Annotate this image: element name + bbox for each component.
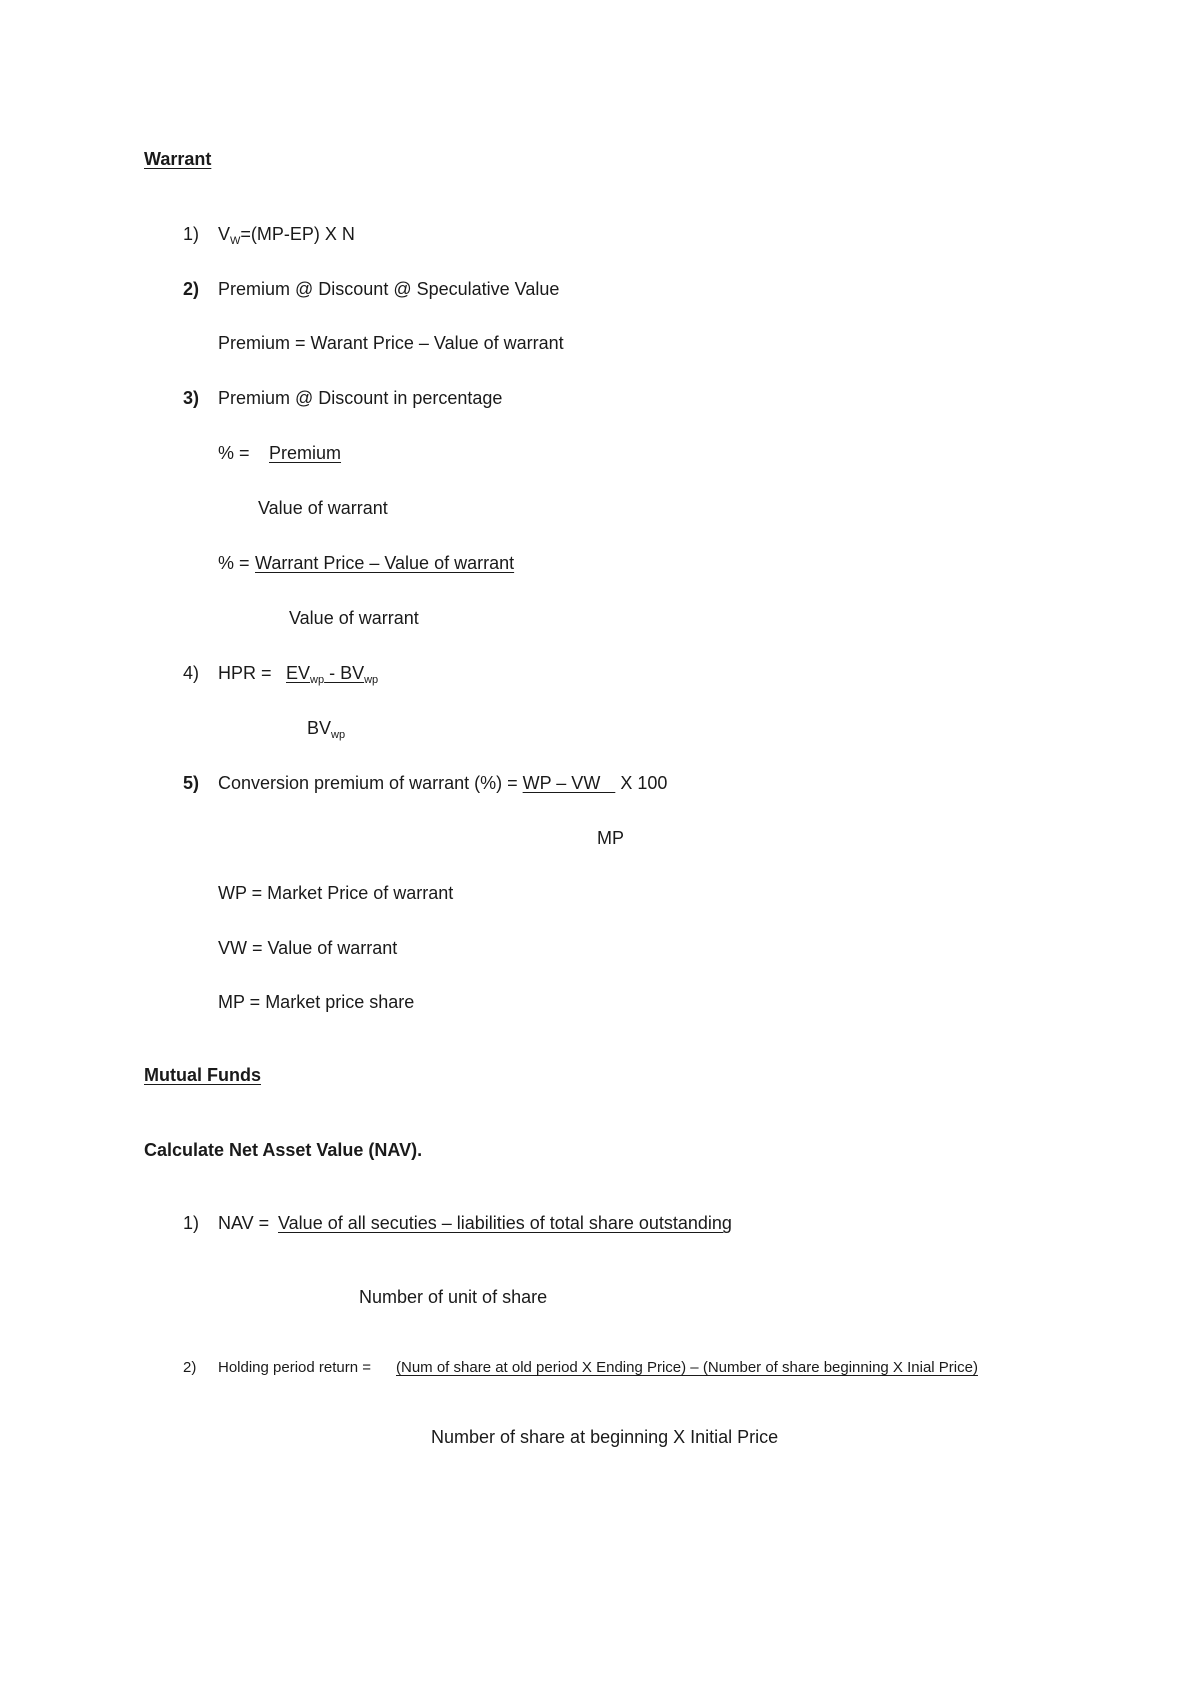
- nav-numerator: Value of all secuties – liabilities of total share outstanding: [278, 1213, 732, 1233]
- warrant-heading: Warrant: [144, 149, 212, 169]
- percentage-lhs: % =: [218, 553, 250, 573]
- mutual-funds-heading: Mutual Funds: [144, 1065, 261, 1085]
- premium-formula: Premium = Warant Price – Value of warrant: [218, 333, 564, 353]
- conversion-premium-denominator: MP: [597, 828, 624, 848]
- definition-wp: WP = Market Price of warrant: [218, 883, 454, 903]
- list-number: 5): [183, 773, 200, 793]
- percentage-lhs: % =: [218, 443, 250, 463]
- definition-mp: MP = Market price share: [218, 992, 415, 1012]
- definition-vw: VW = Value of warrant: [218, 938, 398, 958]
- percentage-numerator: Premium: [269, 443, 342, 463]
- nav-denominator: Number of unit of share: [359, 1287, 548, 1307]
- percentage-numerator: Warrant Price – Value of warrant: [255, 553, 515, 573]
- holding-period-denominator: Number of share at beginning X Initial Price: [431, 1427, 779, 1447]
- hpr-lhs: HPR =: [218, 663, 272, 683]
- list-number: 3): [183, 388, 200, 408]
- percentage-denominator: Value of warrant: [289, 608, 419, 628]
- list-number: 2): [183, 1359, 197, 1376]
- holding-period-lhs: Holding period return =: [218, 1359, 372, 1376]
- nav-subheading: Calculate Net Asset Value (NAV).: [144, 1140, 423, 1160]
- list-number: 1): [183, 1213, 200, 1233]
- hpr-numerator: $EV_{wp} - BV_{wp}$: [286, 663, 379, 686]
- hpr-denominator: $BV_{wp}$: [307, 718, 346, 741]
- conversion-premium-formula: Conversion premium of warrant (%) = WP – VW X 100: [218, 773, 668, 793]
- list-number: 4): [183, 663, 200, 683]
- percentage-denominator: Value of warrant: [258, 498, 388, 518]
- premium-percentage-heading: Premium @ Discount in percentage: [218, 388, 503, 408]
- nav-lhs: NAV =: [218, 1213, 270, 1233]
- list-number: 1): [183, 224, 200, 244]
- holding-period-numerator: (Num of share at old period X Ending Price) – (Number of share beginning X Inial Price): [396, 1359, 978, 1376]
- list-number: 2): [183, 279, 200, 299]
- premium-heading: Premium @ Discount @ Speculative Value: [218, 279, 560, 299]
- warrant-value-formula: $V_W=(MP-EP)$ X N: [218, 224, 355, 247]
